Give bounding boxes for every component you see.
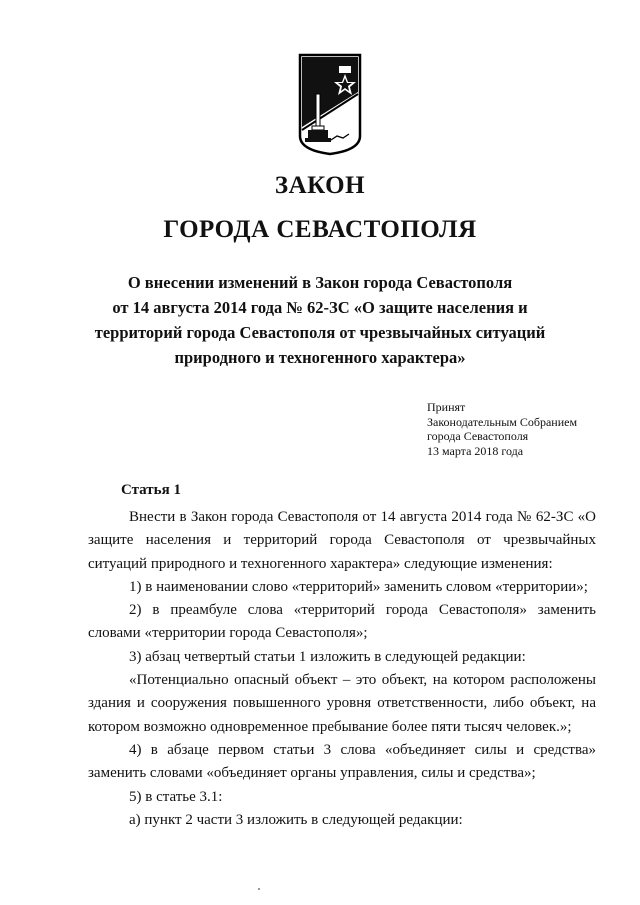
coat-of-arms-icon (297, 52, 363, 156)
scan-speck (258, 888, 260, 890)
law-title: ЗАКОН (274, 172, 366, 199)
adoption-note (427, 400, 577, 458)
subject-line: территорий города Севастополя от чрезвычайных ситуаций (94, 323, 546, 342)
paragraph: Внести в Закон города Севастополя от 14 августа 2014 года № 62-ЗС «О защите населения и территорий города Севастополя от чрезвычайных ситуаций природного и техногенного характера» следующие изменения: (88, 509, 596, 572)
paragraph: 1) в наименовании слово «территорий» заменить словом «территории»; (129, 578, 588, 595)
adoption-line: города Севастополя (427, 429, 529, 443)
subject-line: О внесении изменений в Закон города Севастополя (127, 273, 513, 292)
subject-line: природного и техногенного характера» (174, 348, 466, 367)
article-body (88, 506, 596, 832)
adoption-line: Законодательным Собранием (427, 414, 578, 429)
paragraph: 2) в преамбуле слова «территорий города Севастополя» заменить словами «территории города Севастополя»; (88, 602, 596, 642)
law-subject (60, 270, 580, 370)
subject-line: от 14 августа 2014 года № 62-ЗС «О защите населения и (112, 298, 528, 317)
paragraph: «Потенциально опасный объект – это объект, на котором расположены здания и сооружения повышенного уровня ответственности, либо объект, на котором возможно одновременное пребывание более пяти тысяч человек.»; (88, 672, 596, 735)
paragraph: а) пункт 2 части 3 изложить в следующей редакции: (129, 811, 463, 828)
article-title: Статья 1 (121, 482, 181, 498)
adoption-line: Принят (427, 400, 466, 414)
adoption-date: 13 марта 2018 года (427, 443, 524, 458)
paragraph: 4) в абзаце первом статьи 3 слова «объединяет силы и средства» заменить словами «объединяет органы управления, силы и средства»; (88, 741, 596, 782)
law-title-city: ГОРОДА СЕВАСТОПОЛЯ (163, 216, 477, 243)
paragraph: 3) абзац четвертый статьи 1 изложить в следующей редакции: (129, 648, 526, 665)
paragraph: 5) в статье 3.1: (129, 788, 223, 805)
